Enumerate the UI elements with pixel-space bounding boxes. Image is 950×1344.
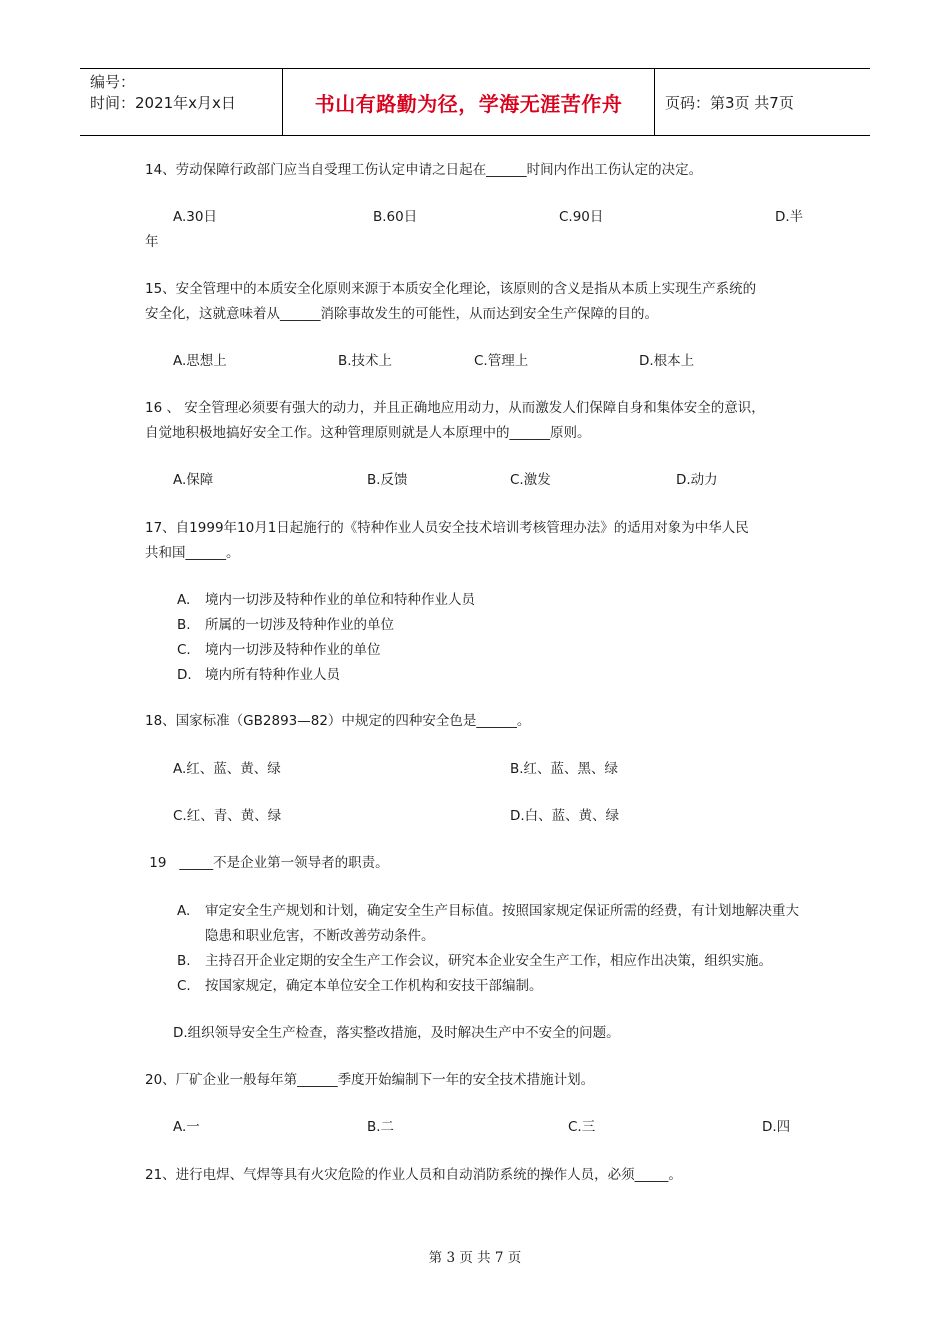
question-18-options-row-2 [145, 804, 810, 829]
option-a: A.思想上 [173, 353, 227, 369]
option-text: 境内一切涉及特种作业的单位 [205, 642, 381, 658]
option-d [145, 663, 810, 688]
option-d: D.半 [775, 209, 804, 225]
option-letter: A. [177, 903, 191, 919]
option-letter: A. [177, 592, 191, 608]
option-c: C.管理上 [474, 353, 529, 369]
option-text: 主持召开企业定期的安全生产工作会议，研究本企业安全生产工作，相应作出决策，组织实施。 [205, 953, 772, 969]
option-b: B.红、蓝、黑、绿 [510, 761, 619, 777]
option-a: A.保障 [173, 472, 214, 488]
question-19-option-d-row [145, 1021, 810, 1046]
question-17-line-2: 共和国______。 [145, 545, 240, 561]
option-d: D.组织领导安全生产检查，落实整改措施，及时解决生产中不安全的问题。 [173, 1025, 620, 1041]
option-b: B.反馈 [367, 472, 408, 488]
option-letter: B. [177, 953, 191, 969]
page-header [80, 68, 870, 136]
question-16-line-2: 自觉地积极地搞好安全工作。这种管理原则就是人本原理中的______原则。 [145, 425, 591, 441]
option-a: A.30日 [173, 209, 217, 225]
question-20-options [145, 1115, 810, 1140]
option-a: A.一 [173, 1119, 200, 1135]
question-19-options [145, 899, 810, 999]
number-label: 编号： [90, 73, 136, 91]
option-d: D.四 [762, 1119, 791, 1135]
time-label: 时间：2021年x月x日 [90, 94, 236, 112]
option-a [145, 588, 810, 613]
option-text: 审定安全生产规划和计划，确定安全生产目标值。按照国家规定保证所需的经费，有计划地解决重大隐患和职业危害，不断改善劳动条件。 [205, 903, 799, 944]
option-letter: C. [177, 978, 191, 994]
option-c: C.红、青、黄、绿 [173, 808, 282, 824]
question-18-options-row-1 [145, 757, 810, 782]
question-15-line-2: 安全化，这就意味着从______消除事故发生的可能性，从而达到安全生产保障的目的。 [145, 306, 658, 322]
question-16-line-1: 16 、 安全管理必须要有强大的动力，并且正确地应用动力，从而激发人们保障自身和集体安全的意识， [145, 400, 765, 416]
question-19: 19 _____不是企业第一领导者的职责。 [145, 855, 389, 871]
option-text: 境内一切涉及特种作业的单位和特种作业人员 [205, 592, 475, 608]
option-d: D.白、蓝、黄、绿 [510, 808, 620, 824]
option-c: C.90日 [559, 209, 604, 225]
question-17-line-1: 17、自1999年10月1日起施行的《特种作业人员安全技术培训考核管理办法》的适用对象为中华人民 [145, 520, 749, 536]
option-letter: B. [177, 617, 191, 633]
option-b: B.60日 [373, 209, 418, 225]
header-page-label: 页码：第3页 共7页 [665, 93, 794, 112]
option-d: D.动力 [676, 472, 718, 488]
option-c [145, 638, 810, 663]
option-a [145, 899, 810, 949]
option-b: B.技术上 [338, 353, 393, 369]
option-a: A.红、蓝、黄、绿 [173, 761, 281, 777]
question-14: 14、劳动保障行政部门应当自受理工伤认定申请之日起在______时间内作出工伤认定的决定。 [145, 162, 703, 178]
question-16-options [145, 468, 810, 493]
option-d: D.根本上 [639, 353, 695, 369]
option-d-wrap: 年 [145, 234, 159, 250]
question-18: 18、国家标准（GB2893—82）中规定的四种安全色是______。 [145, 713, 531, 729]
option-b [145, 613, 810, 638]
option-c: C.三 [568, 1119, 596, 1135]
question-17-options [145, 588, 810, 688]
page-footer: 第 3 页 共 7 页 [428, 1250, 522, 1266]
option-text: 境内所有特种作业人员 [205, 667, 340, 683]
option-letter: D. [177, 667, 192, 683]
header-meta [80, 69, 283, 135]
option-text: 按国家规定，确定本单位安全工作机构和安技干部编制。 [205, 978, 543, 994]
option-text: 所属的一切涉及特种作业的单位 [205, 617, 394, 633]
question-21: 21、进行电焊、气焊等具有火灾危险的作业人员和自动消防系统的操作人员，必须_____。 [145, 1167, 682, 1183]
question-14-options [145, 205, 810, 230]
option-c: C.激发 [510, 472, 551, 488]
question-15-options [145, 349, 810, 374]
option-b [145, 949, 810, 974]
option-b: B.二 [367, 1119, 395, 1135]
option-c [145, 974, 810, 999]
question-15-line-1: 15、安全管理中的本质安全化原则来源于本质安全化理论，该原则的含义是指从本质上实现生产系统的 [145, 281, 757, 297]
question-20: 20、厂矿企业一般每年第______季度开始编制下一年的安全技术措施计划。 [145, 1072, 595, 1088]
header-motto: 书山有路勤为径，学海无涯苦作舟 [283, 69, 655, 135]
option-letter: C. [177, 642, 191, 658]
